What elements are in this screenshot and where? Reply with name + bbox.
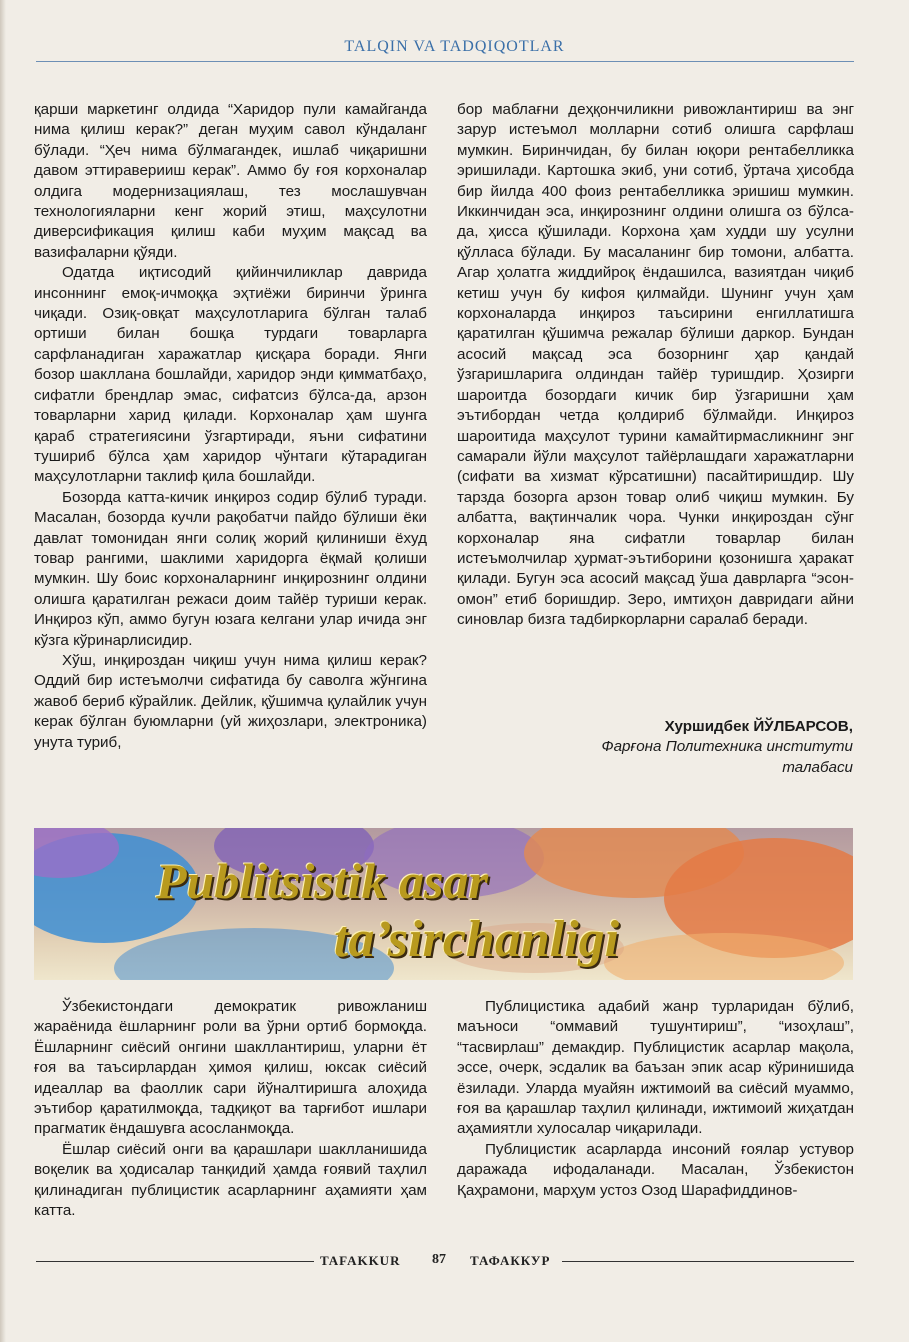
banner-title-line1: Publitsistik asar (156, 853, 489, 909)
author-name: Хуршидбек ЙЎЛБАРСОВ, (664, 718, 853, 735)
author-affiliation: Фарғона Политехника институти (601, 738, 853, 756)
paragraph: Публицистик асарларда инсоний ғоялар устувор даражада ифодаланади. Масалан, Ўзбекистон Қаҳрамони, марҳум устоз Озод Шарафиддинов- (457, 1140, 854, 1199)
author-signature (533, 717, 853, 778)
running-header: TALQIN VA TADQIQOTLAR (344, 38, 565, 55)
header-rule (36, 61, 854, 62)
paragraph: Ёшлар сиёсий онги ва қарашлари шаклланишида воқелик ва ҳодисалар танқидий ҳамда ғоявий таҳлил қилинадиган публицистик асарларнинг аҳамияти ҳам катта. (34, 1140, 427, 1220)
paragraph: қарши маркетинг олдида “Харидор пули камайганда нима қилиш керак?” деган муҳим савол кўндаланг бўлади. “Ҳеч нима бўлмагандек, ишлаб чиқаришни давом эттираверииш керак”. Аммо бу ғоя корхоналар олдига модернизациялаш, тез мослашувчан технологияларни кенг жорий этиш, маҳсулотни диверсификация қилиш каби муҳим мақсад ва вазифаларни қўяди. (34, 101, 427, 261)
page-number: 87 (432, 1252, 446, 1267)
article2-left-column (34, 997, 427, 1221)
banner-title-line2: ta’sirchanligi (334, 911, 620, 968)
article2-right-column (457, 997, 854, 1201)
footer-rule-left (36, 1261, 314, 1262)
paragraph: Хўш, инқироздан чиқиш учун нима қилиш керак? Оддий бир истеъмолчи сифатида бу саволга жўнгина жавоб бериб кўрайлик. Дейлик, қўшимча қулайлик учун керак бўлган буюмларни (уй жиҳозлари, электроника) унута туриб, (34, 651, 427, 751)
footer-magazine-cyrillic: ТАФАККУР (470, 1253, 551, 1268)
paragraph: бор маблағни деҳқончиликни ривожлантириш ва энг зарур истеъмол молларни сотиб олишга сарфлаш мумкин. Биринчидан, бу билан юқори рентабелликка эришилади. Картошка экиб, уни сотиб, ўртача ҳисобда бир йилда 400 фоиз рентабелликка эришиш мумкин. Иккинчидан эса, инқирознинг олдини олишга оз бўлса-да, ҳисса қўшилади. Корхона ҳам худди шу усулни қўлласа бўлади. Бу масаланинг бир томони, албатта. Агар ҳолатга жиддийроқ ёндашилса, вазиятдан чиқиб кетиш учун бу кифоя қилмайди. Шунинг учун ҳам корхоналарда инқироз таъсирини енгиллатишга қаратилган қўшимча режалар бўлиши даркор. Бундан асосий мақсад эса бозорнинг ҳар қандай ўзгаришларига олдиндан тайёр туришдир. Ҳозирги шароитда бозордаги кичик бир ўзгаришни ҳам эътибордан четда қолдириб бўлмайди. Инқироз шароитида маҳсулот турини камайтирмасликнинг энг самарали йўли маҳсулот тайёрлашдаги харажатларни (сифати ва хизмат кўрсатишни) пасайтиришдир. Шу тарзда бозорга арзон товар олиб чиқиш мумкин. Бу албатта, вақтинчалик чора. Чунки инқироздан сўнг корхоналар яна сифатли товарлар билан истеъмолчилар ҳурмат-эътиборини қозонишга ҳаракат қилади. Бугун эса асосий мақсад ўша даврларга “эсон-омон” етиб боришдир. Зеро, имтиҳон давридаги айни синовлар бизга тадбиркорларни саралаб беради. (457, 101, 854, 629)
author-affiliation-role: талабаси (782, 758, 853, 776)
paragraph: Ўзбекистондаги демократик ривожланиш жараёнида ёшларнинг роли ва ўрни ортиб бормоқда. Ёшларнинг сиёсий онгини шакллантириш, уларни ёт ғоя ва таъсирлардан ҳимоя қилиш, юксак сиёсий идеаллар ва фаоллик сари йўналтиришга алоҳида эътибор қаратилмоқда, тадқиқот ва тарғибот ишлари прагматик ёндашувга асосланмоқда. (34, 998, 427, 1138)
article1-left-column (34, 100, 427, 753)
footer-rule-right (562, 1261, 854, 1262)
paragraph: Одатда иқтисодий қийинчиликлар даврида инсоннинг емоқ-ичмоққа эҳтиёжи биринчи ўринга чиқади. Озиқ-овқат маҳсулотларига бўлган талаб ортиши билан бошқа турдаги товарларга сарфланадиган харажатлар қисқара боради. Янги бозор шакллана бошлайди, харидор энди қимматбаҳо, сифатли брендлар эмас, сифатсиз бўлса-да, арзон товарларни харид қилади. Корхоналар ҳам шунга қараб стратегиясини ўзгартиради, яъни сифатини тушириб бўлса ҳам харидор чўнтаги кўтарадиган маҳсулотларни таклиф қила бошлайди. (34, 264, 427, 486)
footer-magazine-latin: TAFAKKUR (320, 1253, 401, 1268)
paragraph: Публицистика адабий жанр турларидан бўлиб, маъноси “оммавий тушунтириш”, “изоҳлаш”, “тасвирлаш” демакдир. Публицистик асарлар мақола, эссе, очерк, эсдалик ва баъзан эпик асар кўринишида ёзилади. Уларда муайян ижтимоий ва сиёсий муаммо, ғоя ва қарашлар таҳлил қилинади, ижтимоий жиҳатдан аҳамиятли хулосалар чиқарилади. (457, 998, 854, 1138)
page-edge-shadow (0, 0, 6, 1342)
article1-right-column (457, 100, 854, 631)
article-title-banner (34, 828, 853, 980)
paragraph: Бозорда катта-кичик инқироз содир бўлиб туради. Масалан, бозорда кучли рақобатчи пайдо бўлиши ёки давлат томонидан янги солиқ жорий қилиниши ёхуд товар рангими, шаклими харидорга ёқмай қолиши мумкин. Шу боис корхоналарнинг инқирознинг олдини олишга қаратилган режаси доим тайёр туриши керак. Инқироз кўп, аммо бугун юзага келгани улар ичида энг кўзга кўринарлисидир. (34, 488, 427, 649)
